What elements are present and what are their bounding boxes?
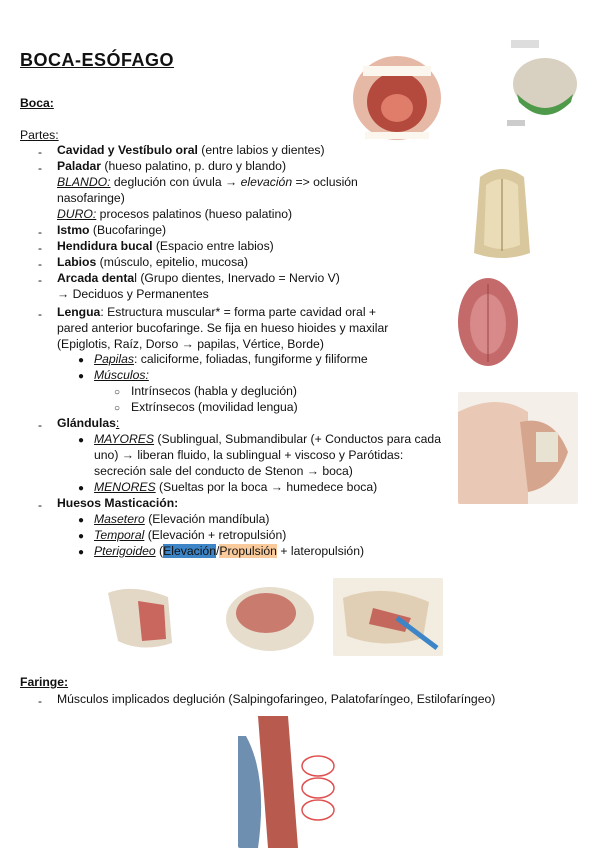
lengua-cont-1: pared anterior bucofaringe. Se fija en hueso hioides y maxilar [57, 321, 389, 335]
highlight-propulsion: Propulsión [219, 544, 277, 558]
masseter-image [98, 583, 208, 655]
lengua-cont-2: (Epiglotis, Raíz, Dorso → papilas, Vértice, Borde) [57, 337, 324, 351]
list-item-glandulas: Glándulas: [57, 416, 120, 430]
list-item-huesos: Huesos Masticación: [57, 496, 179, 510]
faringe-musculos: Músculos implicados deglución (Salpingofaringeo, Palatofaríngeo, Estilofaríngeo) [57, 692, 496, 706]
list-item-istmo: Istmo (Bucofaringe) [57, 223, 167, 237]
list-item-arcada: Arcada dental (Grupo dientes, Inervado = Nervio V) [57, 271, 340, 285]
temporal-image [218, 583, 318, 655]
dash-marker: - [38, 418, 42, 432]
bullet-marker: ● [78, 435, 85, 446]
partes-label: Partes: [20, 128, 59, 142]
tongue-image [448, 270, 528, 375]
paladar-duro: DURO: procesos palatinos (hueso palatino) [57, 207, 293, 221]
huesos-temporal: Temporal (Elevación + retropulsión) [94, 528, 287, 542]
paladar-blando: BLANDO: deglución con úvula → elevación => oclusión [57, 175, 358, 189]
dash-marker: - [38, 694, 42, 708]
dash-marker: - [38, 257, 42, 271]
bullet-marker: ● [78, 355, 85, 366]
pharynx-muscles-image [238, 716, 338, 848]
glandulas-mayores: MAYORES (Sublingual, Submandibular (+ Conductos para cada [94, 432, 441, 446]
jaw-teeth-image [505, 38, 580, 130]
pterygoid-image [333, 578, 443, 656]
list-item-hendidura: Hendidura bucal (Espacio entre labios) [57, 239, 274, 253]
lengua-papilas: Papilas: caliciforme, foliadas, fungiforme y filiforme [94, 352, 368, 366]
boca-heading: Boca: [20, 96, 54, 110]
list-item-lengua: Lengua: Estructura muscular* = forma parte cavidad oral + [57, 305, 377, 319]
huesos-masetero: Masetero (Elevación mandíbula) [94, 512, 270, 526]
paladar-blando-cont: nasofaringe) [57, 191, 125, 205]
glandulas-menores: MENORES (Sueltas por la boca → humedece boca) [94, 480, 378, 494]
faringe-heading: Faringe: [20, 675, 69, 689]
bullet-marker: ● [78, 371, 85, 382]
glandulas-mayores-cont-1: uno) → liberan fluido, la sublingual + viscoso y Parótidas: [94, 448, 404, 462]
arcada-cont: → Deciduos y Permanentes [57, 287, 209, 301]
page-title: BOCA-ESÓFAGO [20, 50, 175, 70]
circle-marker: ○ [114, 403, 121, 414]
list-item-labios: Labios (músculo, epitelio, mucosa) [57, 255, 249, 269]
glandulas-mayores-cont-2: secreción sale del conducto de Stenon → boca) [94, 464, 353, 478]
oral-cavity-image [335, 36, 455, 146]
musculos-intrinsecos: Intrínsecos (habla y deglución) [131, 384, 297, 398]
bullet-marker: ● [78, 515, 85, 526]
dash-marker: - [38, 225, 42, 239]
hard-palate-image [420, 165, 585, 265]
list-item-paladar: Paladar (hueso palatino, p. duro y blando) [57, 159, 287, 173]
lengua-musculos: Músculos: [94, 368, 149, 382]
bullet-marker: ● [78, 483, 85, 494]
dash-marker: - [38, 145, 42, 159]
circle-marker: ○ [114, 387, 121, 398]
highlight-elevacion: Elevación [163, 544, 216, 558]
dash-marker: - [38, 498, 42, 512]
bullet-marker: ● [78, 547, 85, 558]
salivary-glands-image [458, 392, 578, 504]
musculos-extrinsecos: Extrínsecos (movilidad lengua) [131, 400, 298, 414]
dash-marker: - [38, 273, 42, 287]
huesos-pterigoideo: Pterigoideo (Elevación/Propulsión + lateropulsión) [94, 544, 365, 558]
dash-marker: - [38, 307, 42, 321]
dash-marker: - [38, 161, 42, 175]
bullet-marker: ● [78, 531, 85, 542]
list-item-cavidad: Cavidad y Vestíbulo oral (entre labios y dientes) [57, 143, 325, 157]
dash-marker: - [38, 241, 42, 255]
